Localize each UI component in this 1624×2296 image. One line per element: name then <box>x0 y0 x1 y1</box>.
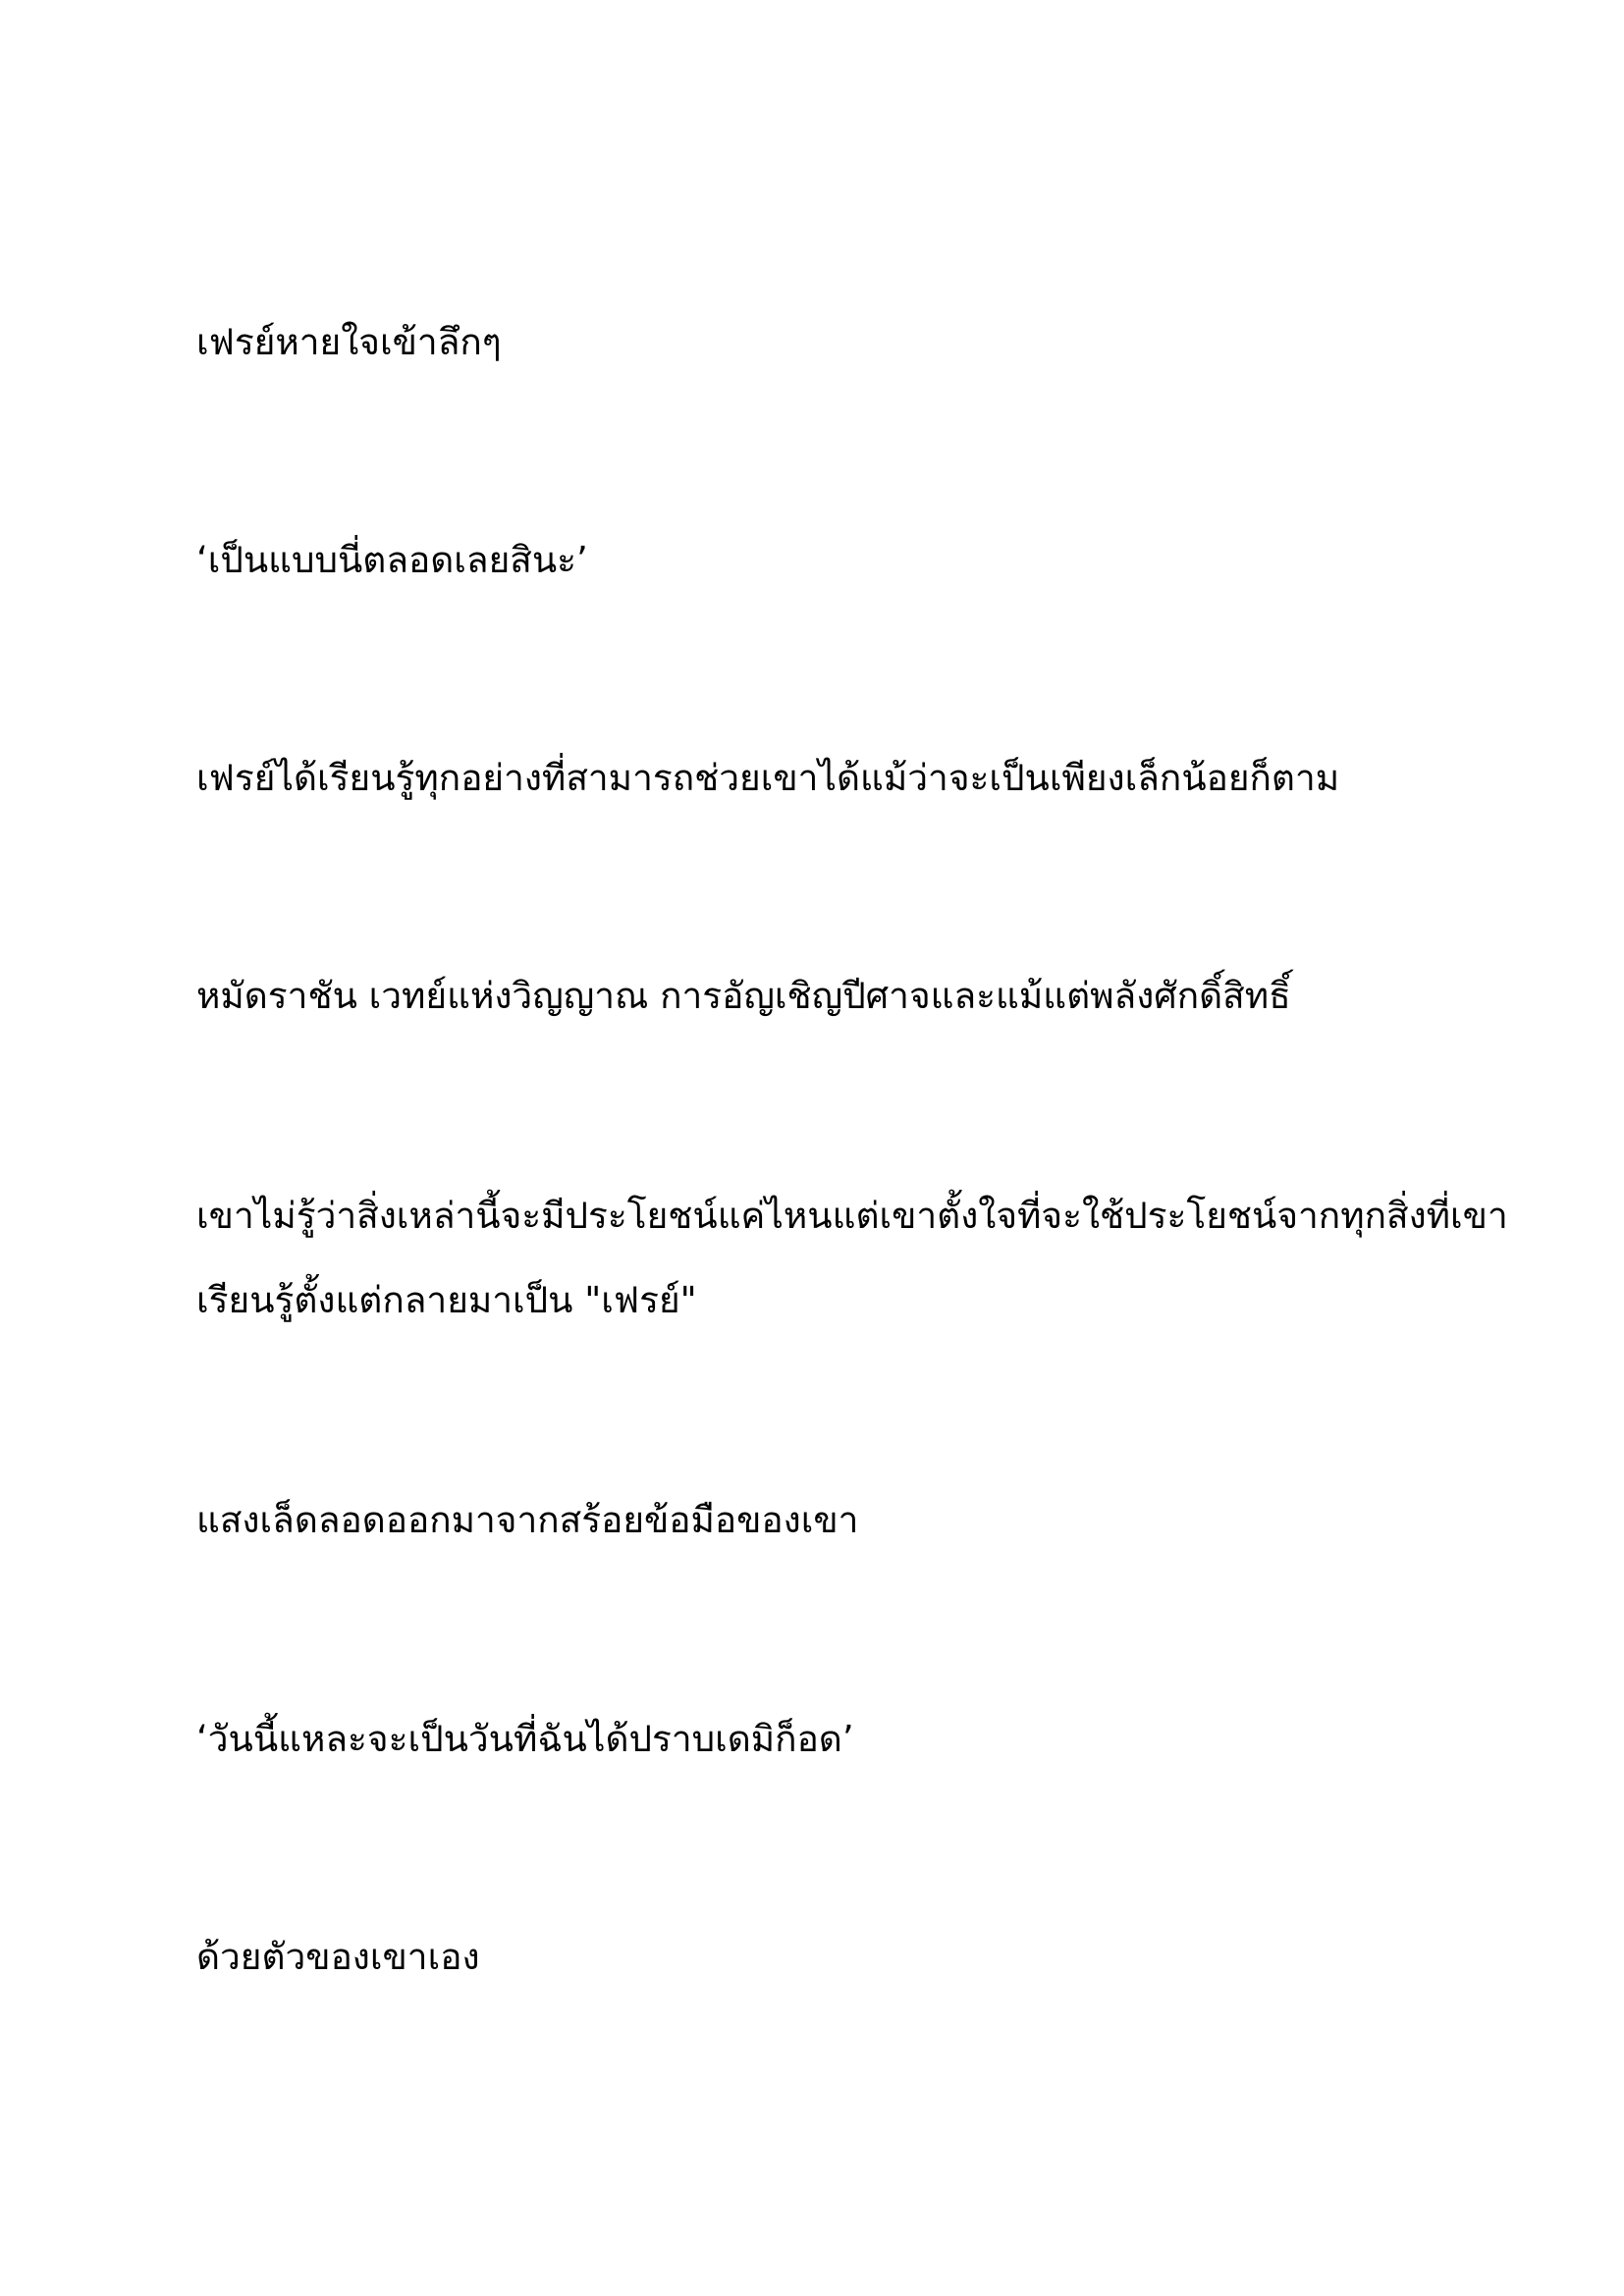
paragraph-7 <box>196 1697 1473 1782</box>
paragraph-line: หมัดราชัน เวทย์แห่งวิญญาณ การอัญเชิญปีศาจและแม้แต่พลังศักดิ์สิทธิ์ <box>196 975 1291 1017</box>
paragraph-line: เรียนรู้ตั้งแต่กลายมาเป็น "เฟรย์" <box>196 1279 697 1321</box>
paragraph-line: เฟรย์ได้เรียนรู้ทุกอย่างที่สามารถช่วยเขาได้แม้ว่าจะเป็นเพียงเล็กน้อยก็ตาม <box>196 757 1340 799</box>
paragraph-line: เขาไม่รู้ว่าสิ่งเหล่านี้จะมีประโยชน์แค่ไหนแต่เขาตั้งใจที่จะใช้ประโยชน์จากทุกสิ่งที่เขา <box>196 1195 1508 1237</box>
paragraph-line: แสงเล็ดลอดออกมาจากสร้อยข้อมือของเขา <box>196 1499 859 1541</box>
paragraph-4 <box>196 954 1473 1039</box>
paragraph-line: ‘เป็นแบบนี่ตลอดเลยสินะ’ <box>196 539 588 581</box>
paragraph-3 <box>196 736 1473 821</box>
paragraph-line: เฟรย์หายใจเข้าลึกๆ <box>196 321 502 363</box>
paragraph-8 <box>196 1915 1473 2000</box>
paragraph-2 <box>196 518 1473 603</box>
paragraph-1 <box>196 300 1473 385</box>
paragraph-line: ‘วันนี้แหละจะเป็นวันที่ฉันได้ปราบเดมิก็อด’ <box>196 1718 854 1760</box>
paragraph-5 <box>196 1174 1508 1343</box>
paragraph-line: ด้วยตัวของเขาเอง <box>196 1936 480 1978</box>
paragraph-6 <box>196 1478 1473 1563</box>
